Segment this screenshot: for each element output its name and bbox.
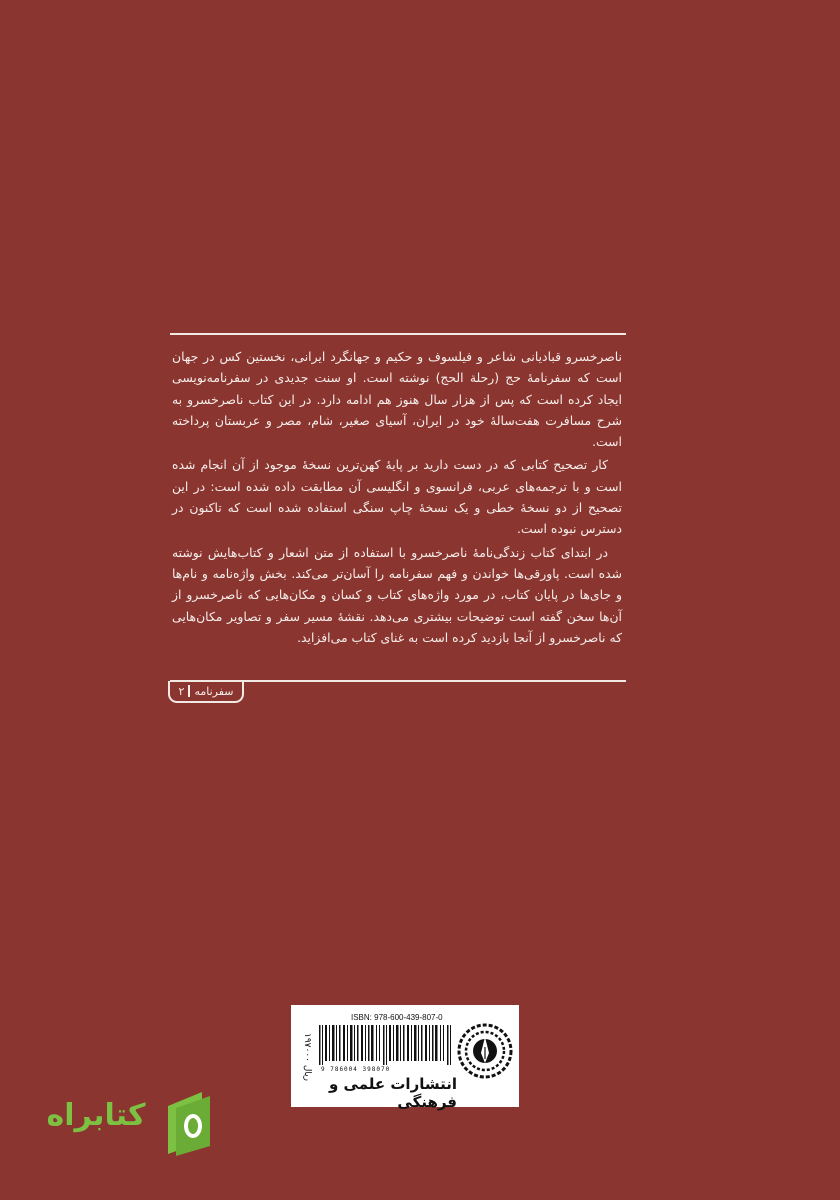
series-name: سفرنامه: [194, 684, 234, 698]
price-label: ۱۹۷۰۰۰ ریال: [302, 1032, 312, 1081]
publisher-logo-icon: [457, 1023, 513, 1079]
brand-name: کتابراه: [46, 1098, 146, 1133]
ketabrah-watermark: [40, 1088, 220, 1160]
description-paragraph: در ابتدای کتاب زندگی‌نامهٔ ناصرخسرو با استفاده از متن اشعار و کتاب‌هایش نوشته شده است. پاورقی‌ها خواندن و فهم سفرنامه را آسان‌تر می‌کند. بخش واژه‌نامه و نام‌ها و جای‌ها در پایان کتاب، در مورد واژه‌های کتاب و کسان و مکان‌هایی که ناصرخسرو از آن‌ها سخن گفته است توضیحات بیشتری می‌دهد. نقشهٔ مسیر سفر و تصاویر مکان‌هایی که ناصرخسرو از آنجا بازدید کرده است به غنای کتاب می‌افزاید.: [172, 544, 622, 645]
barcode-digits: 9 786004 398070: [321, 1066, 391, 1073]
description-paragraph: کار تصحیح کتابی که در دست دارید بر پایهٔ کهن‌ترین نسخهٔ موجود از آن انجام شده است و با ترجمه‌های عربی، فرانسوی و انگلیسی آن مطابقت داده شده است: در این تصحیح از دو نسخهٔ خطی و یک نسخهٔ چاپ سنگی استفاده شده است که تاکنون در دسترس نبوده است.: [172, 457, 622, 537]
top-divider: [170, 333, 626, 335]
series-label: [168, 681, 244, 703]
isbn-barcode-box: [291, 1005, 519, 1111]
series-separator: [188, 685, 190, 697]
ketabrah-logo-icon: [158, 1088, 220, 1156]
series-number: ۲: [178, 684, 185, 698]
description-paragraph: ناصرخسرو قبادیانی شاعر و فیلسوف و حکیم و جهانگرد ایرانی، نخستین کس در جهان است که سفرنامهٔ حج (رحلة الحج) نوشته است. او سنت جدیدی در سفرنامه‌نویسی ایجاد کرده است که پس از هزار سال هنوز هم ادامه دارد. در این کتاب ناصرخسرو به شرح مسافرت هفت‌سالهٔ خود در ایران، آسیای صغیر، شام، مصر و عربستان پرداخته است.: [172, 349, 622, 450]
publisher-name: انتشارات علمی و فرهنگی: [328, 1075, 457, 1111]
isbn-text: ISBN: 978-600-439-807-0: [351, 1013, 443, 1022]
back-cover-description: [172, 346, 622, 650]
barcode-icon: [315, 1025, 455, 1065]
